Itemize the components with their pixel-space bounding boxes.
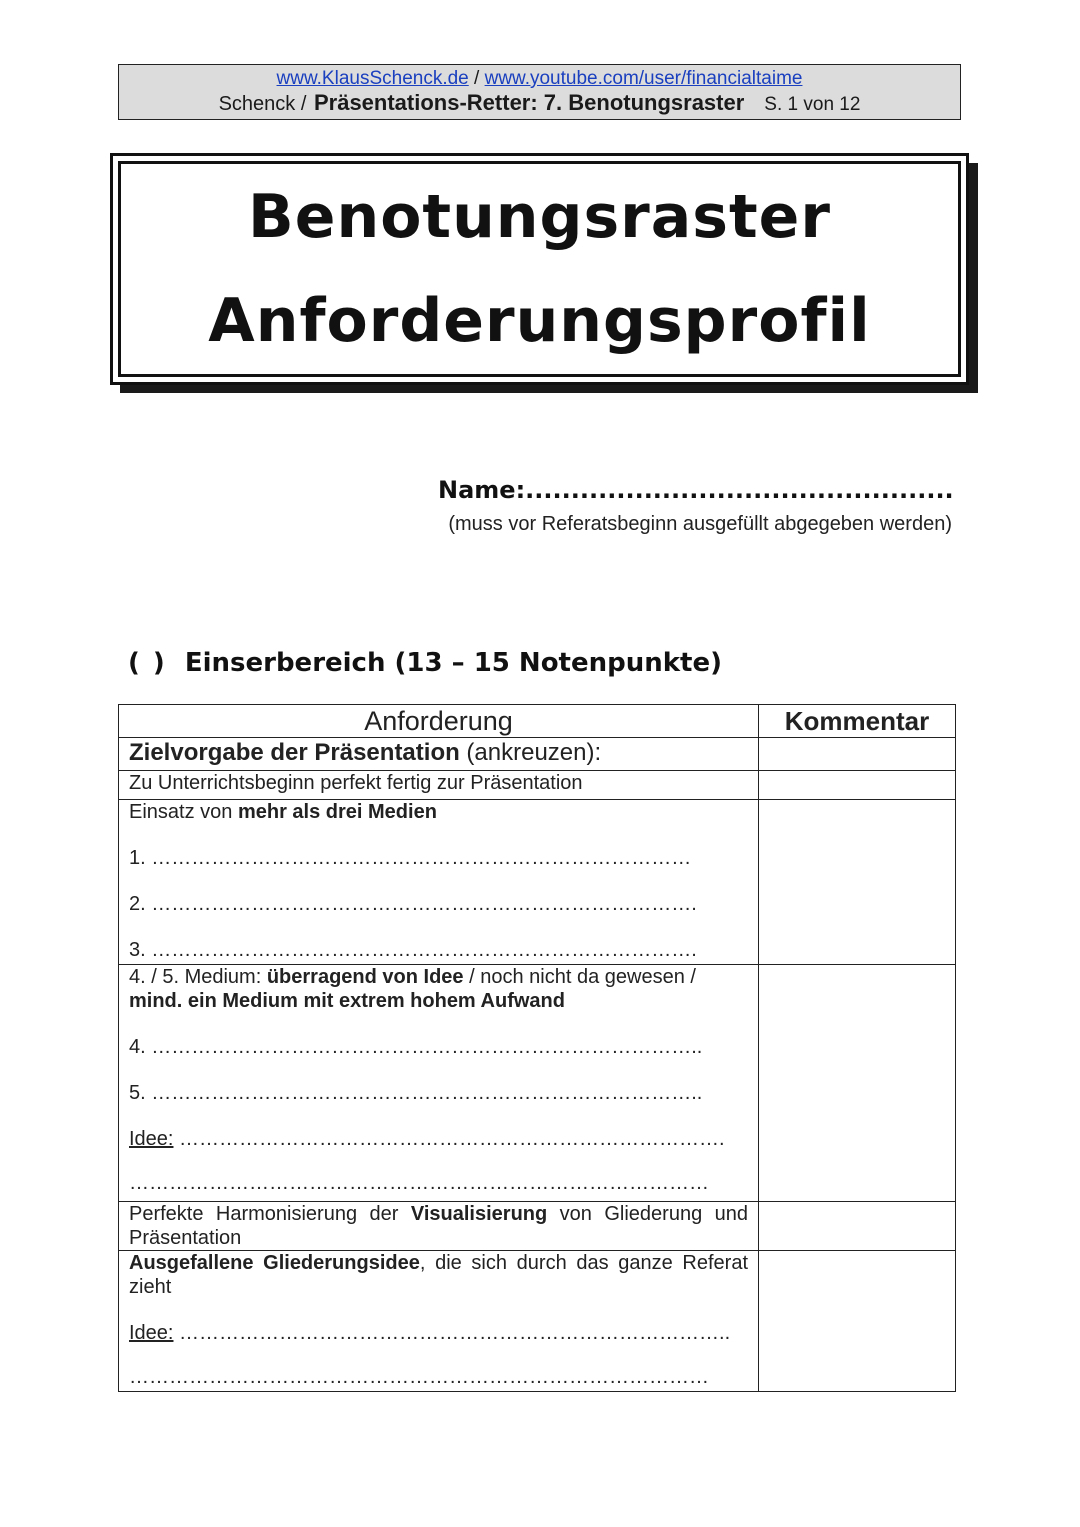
table-row xyxy=(119,800,956,965)
idea-entry-continuation[interactable]: …………………………………………………………………………… xyxy=(129,1366,709,1388)
media-entry-2[interactable]: 2. ………………………………………………………………………. xyxy=(129,893,697,915)
table-row xyxy=(119,1251,956,1392)
goal-hint: (ankreuzen): xyxy=(459,739,602,766)
section-checkbox[interactable]: ( ) xyxy=(128,648,167,678)
section-heading xyxy=(128,648,722,678)
requirement-text xyxy=(129,965,748,1013)
requirement-text-mid: / noch nicht da gewesen / xyxy=(463,966,696,988)
page-number: S. 1 von 12 xyxy=(764,94,861,115)
requirement-cell xyxy=(119,1251,759,1392)
title-line-2: Anforderungsprofil xyxy=(208,286,871,356)
comment-cell[interactable] xyxy=(759,1202,956,1251)
requirement-text: Zu Unterrichtsbeginn perfekt fertig zur Präsentation xyxy=(129,772,583,794)
requirement-text xyxy=(129,800,748,824)
table-row xyxy=(119,965,956,1202)
media-entry-1[interactable]: 1. ……………………………………………………………………… xyxy=(129,847,692,869)
requirement-text-bold: überragend von Idee xyxy=(266,966,464,988)
idea-dots: ………………………………………………………………………. xyxy=(173,1128,725,1150)
idea-dots: ……………………………………………………………………….. xyxy=(173,1322,731,1344)
media-entry-5[interactable]: 5. ……………………………………………………………………….. xyxy=(129,1082,703,1104)
idea-entry[interactable] xyxy=(129,1127,748,1151)
idea-entry-continuation[interactable]: …………………………………………………………………………… xyxy=(129,1172,709,1194)
requirement-cell xyxy=(119,1202,759,1251)
link-separator: / xyxy=(468,68,485,89)
header-links xyxy=(119,68,960,90)
youtube-link[interactable]: www.youtube.com/user/financialtaime xyxy=(484,68,803,89)
goal-label: Zielvorgabe der Präsentation xyxy=(129,739,460,766)
column-header-comment: Kommentar xyxy=(759,705,956,738)
document-title: Präsentations-Retter: 7. Benotungsraster xyxy=(313,90,745,115)
title-box xyxy=(110,153,969,385)
requirement-text-bold: Ausgefallene Gliederungsidee xyxy=(129,1252,420,1274)
requirement-text-pre: Einsatz von xyxy=(129,801,238,823)
idea-label: Idee: xyxy=(129,1128,174,1150)
requirement-text-pre: Perfekte Harmonisierung der xyxy=(129,1203,411,1225)
requirement-text-bold: Visualisierung xyxy=(410,1203,548,1225)
requirement-cell xyxy=(119,800,759,965)
author: Schenck / xyxy=(218,93,312,115)
table-row xyxy=(119,771,956,800)
name-field-note: (muss vor Referatsbeginn ausgefüllt abgegeben werden) xyxy=(448,513,952,535)
comment-cell[interactable] xyxy=(759,1251,956,1392)
requirements-table xyxy=(118,704,956,1392)
requirement-text-bold-2: mind. ein Medium mit extrem hohem Aufwand xyxy=(129,990,565,1012)
idea-entry[interactable] xyxy=(129,1321,748,1345)
requirement-cell xyxy=(119,771,759,800)
website-link[interactable]: www.KlausSchenck.de xyxy=(276,68,469,89)
requirement-text-rest: von Gliederung und Präsentation xyxy=(129,1203,748,1249)
comment-cell[interactable] xyxy=(759,965,956,1202)
requirement-text-pre: 4. / 5. Medium: xyxy=(129,966,267,988)
title-line-1: Benotungsraster xyxy=(248,182,831,252)
comment-cell[interactable] xyxy=(759,738,956,771)
title-box-inner xyxy=(118,161,961,377)
idea-label: Idee: xyxy=(129,1322,174,1344)
name-field[interactable]: Name:............................................... xyxy=(438,476,954,504)
header-subtitle xyxy=(119,90,960,118)
page-header xyxy=(118,64,961,120)
goal-cell xyxy=(119,738,759,771)
column-header-requirement: Anforderung xyxy=(119,705,759,738)
table-row xyxy=(119,1202,956,1251)
media-entry-4[interactable]: 4. ……………………………………………………………………….. xyxy=(129,1036,703,1058)
comment-cell[interactable] xyxy=(759,800,956,965)
requirement-text xyxy=(129,1251,748,1299)
table-row xyxy=(119,738,956,771)
comment-cell[interactable] xyxy=(759,771,956,800)
section-title: Einserbereich (13 – 15 Notenpunkte) xyxy=(184,648,722,678)
requirement-cell xyxy=(119,965,759,1202)
requirement-text-rest: , die sich durch das ganze Referat zieht xyxy=(129,1252,748,1298)
media-entry-3[interactable]: 3. ………………………………………………………………………. xyxy=(129,939,697,961)
requirement-text-bold: mehr als drei Medien xyxy=(237,801,437,823)
table-header-row xyxy=(119,705,956,738)
